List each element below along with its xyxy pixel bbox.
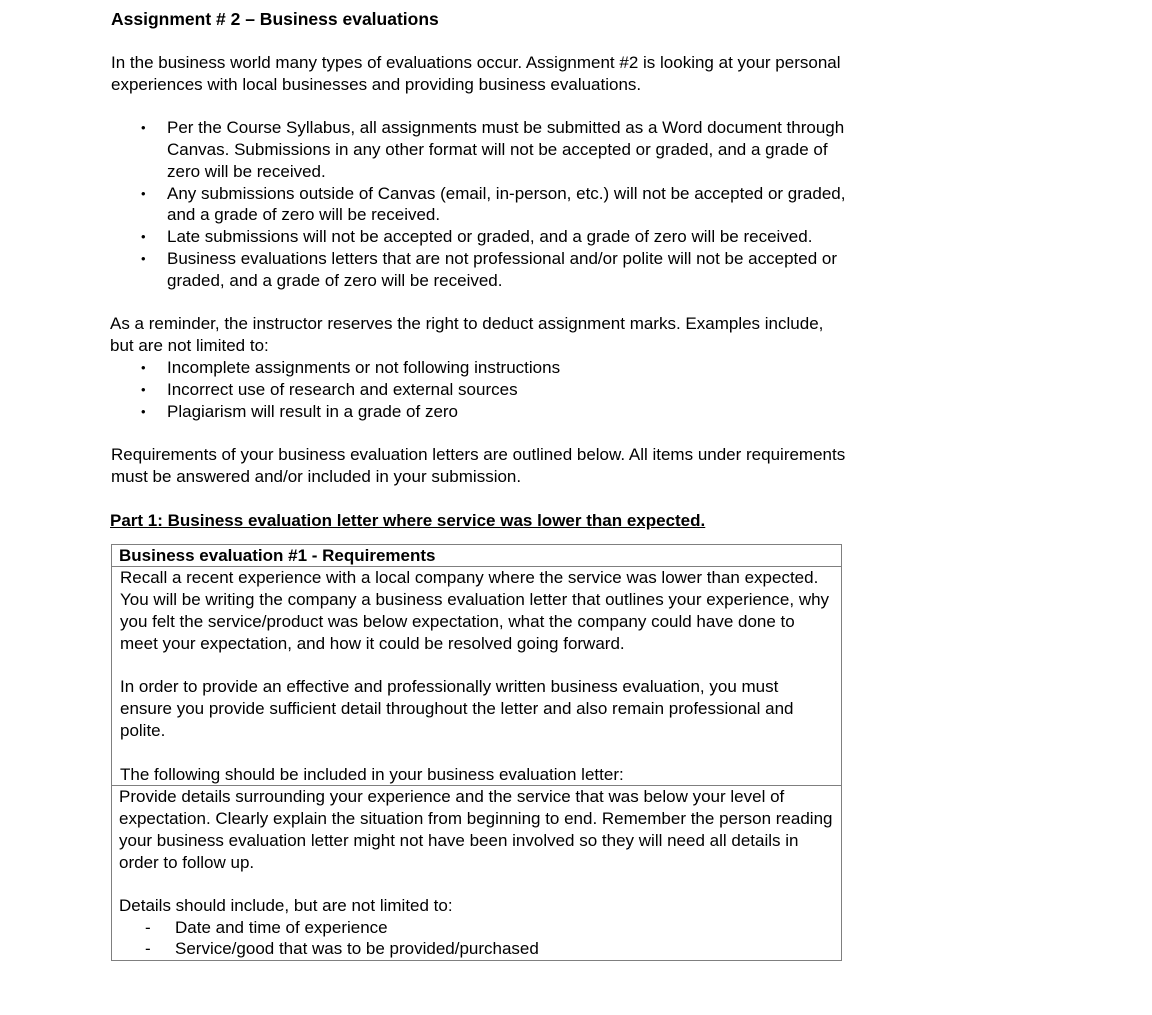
bullet-icon: • bbox=[141, 120, 146, 136]
table-row bbox=[112, 567, 842, 786]
requirements-table bbox=[111, 544, 842, 961]
bullet-icon: • bbox=[141, 381, 146, 397]
dash-icon: - bbox=[145, 939, 151, 959]
list-item: • Business evaluations letters that are not professional and/or polite will not be accepted or graded, and a grade of zero will be received. bbox=[141, 248, 838, 290]
details-list bbox=[119, 917, 833, 960]
dash-icon: - bbox=[145, 918, 151, 938]
list-item: - Date and time of experience bbox=[145, 918, 388, 938]
bullet-icon: • bbox=[141, 403, 146, 419]
list-item: • Plagiarism will result in a grade of zero bbox=[141, 401, 459, 421]
page-title: Assignment # 2 – Business evaluations bbox=[111, 9, 439, 29]
list-item: • Incorrect use of research and external sources bbox=[141, 379, 518, 399]
part1-heading: Part 1: Business evaluation letter where service was lower than expected. bbox=[110, 510, 706, 530]
bullet-icon: • bbox=[141, 250, 146, 266]
bullet-icon: • bbox=[141, 229, 146, 245]
intro-paragraph: In the business world many types of evaluations occur. Assignment #2 is looking at your personal experiences with local businesses and providing business evaluations. bbox=[111, 52, 841, 94]
table-cell: Provide details surrounding your experience and the service that was below your level of expectation. Clearly explain the situation from beginning to end. Remember the person reading your business evaluation letter might not have been involved so they will need all details in order to follow up. Details should include, but are not limited to: - Date and time of experience - Service/good that was to be provided/purchased bbox=[112, 786, 842, 960]
document-body bbox=[111, 8, 851, 961]
list-item: • Any submissions outside of Canvas (email, in-person, etc.) will not be accepted or graded, and a grade of zero will be received. bbox=[141, 183, 846, 225]
list-item: • Late submissions will not be accepted or graded, and a grade of zero will be received. bbox=[141, 227, 813, 247]
list-item: • Per the Course Syllabus, all assignments must be submitted as a Word document through Canvas. Submissions in any other format will not be accepted or graded, and a grade of zero will be received. bbox=[141, 118, 845, 181]
rules-list bbox=[111, 117, 851, 291]
bullet-icon: • bbox=[141, 185, 146, 201]
requirements-intro: Requirements of your business evaluation letters are outlined below. All items under requirements must be answered and/or included in your submission. bbox=[111, 445, 846, 486]
bullet-icon: • bbox=[141, 359, 146, 375]
table-row bbox=[112, 786, 842, 960]
list-item: • Incomplete assignments or not following instructions bbox=[141, 357, 561, 377]
deductions-list bbox=[111, 357, 851, 422]
list-item: - Service/good that was to be provided/purchased bbox=[145, 939, 539, 959]
table-header: Business evaluation #1 - Requirements bbox=[112, 544, 842, 567]
table-cell: Recall a recent experience with a local company where the service was lower than expected. You will be writing the company a business evaluation letter that outlines your experience, why you felt the service/product was below expectation, what the company could have done to meet your expectation, and how it could be resolved going forward. In order to provide an effective and professionally written business evaluation, you must ensure you provide sufficient detail throughout the letter and also remain professional and polite. The following should be included in your business evaluation letter: bbox=[112, 567, 842, 786]
reminder-paragraph: As a reminder, the instructor reserves the right to deduct assignment marks. Examples include, but are not limited to: bbox=[110, 314, 824, 356]
table-row bbox=[112, 544, 842, 567]
